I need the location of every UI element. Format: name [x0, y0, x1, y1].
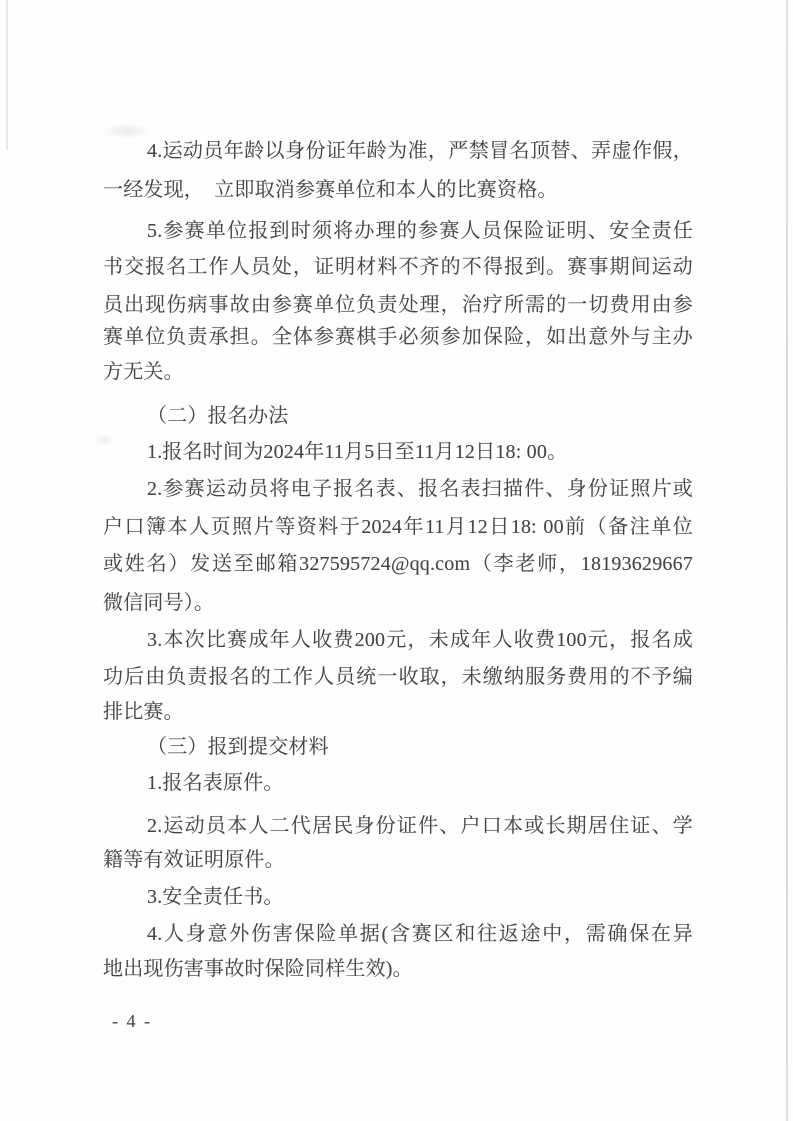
- text-line: 排比赛。: [103, 701, 184, 723]
- text-line: （三）报到提交材料: [147, 736, 329, 758]
- page-number: - 4 -: [112, 1011, 152, 1031]
- text-line: 5.参赛单位报到时须将办理的参赛人员保险证明、安全责任: [147, 220, 693, 242]
- text-line: 一经发现， 立即取消参赛单位和本人的比赛资格。: [103, 179, 558, 201]
- text-line: 赛单位负责承担。全体参赛棋手必须参加保险，如出意外与主办: [103, 326, 693, 348]
- text-line: 户口簿本人页照片等资料于2024年11月12日18: 00前（备注单位: [103, 516, 693, 538]
- text-line: 微信同号）。: [103, 592, 215, 614]
- text-line: 方无关。: [103, 361, 184, 383]
- text-line: 2.运动员本人二代居民身份证件、户口本或长期居住证、学: [147, 815, 693, 837]
- text-line: 书交报名工作人员处，证明材料不齐的不得报到。赛事期间运动: [103, 256, 693, 278]
- text-line: 1.报名时间为2024年11月5日至11月12日18: 00。: [147, 441, 568, 463]
- text-line: 籍等有效证明原件。: [103, 849, 285, 871]
- text-line: （二）报名办法: [147, 405, 289, 427]
- text-line: 3.安全责任书。: [147, 886, 284, 908]
- text-line: 功后由负责报名的工作人员统一收取，未缴纳服务费用的不予编: [103, 666, 693, 688]
- text-line: 3.本次比赛成年人收费200元，未成年人收费100元，报名成: [147, 629, 693, 651]
- text-line: 4.运动员年龄以身份证年龄为准，严禁冒名顶替、弄虚作假，: [147, 140, 693, 162]
- text-line: 4.人身意外伤害保险单据(含赛区和往返途中，需确保在异: [147, 923, 693, 945]
- text-line: 员出现伤病事故由参赛单位负责处理，治疗所需的一切费用由参: [103, 294, 693, 316]
- text-line: 2.参赛运动员将电子报名表、报名表扫描件、身份证照片或: [147, 478, 693, 500]
- text-line: 1.报名表原件。: [147, 772, 284, 794]
- text-line: 或姓名）发送至邮箱327595724@qq.com（李老师，18193629667: [103, 553, 693, 575]
- text-line: 地出现伤害事故时保险同样生效)。: [103, 958, 413, 980]
